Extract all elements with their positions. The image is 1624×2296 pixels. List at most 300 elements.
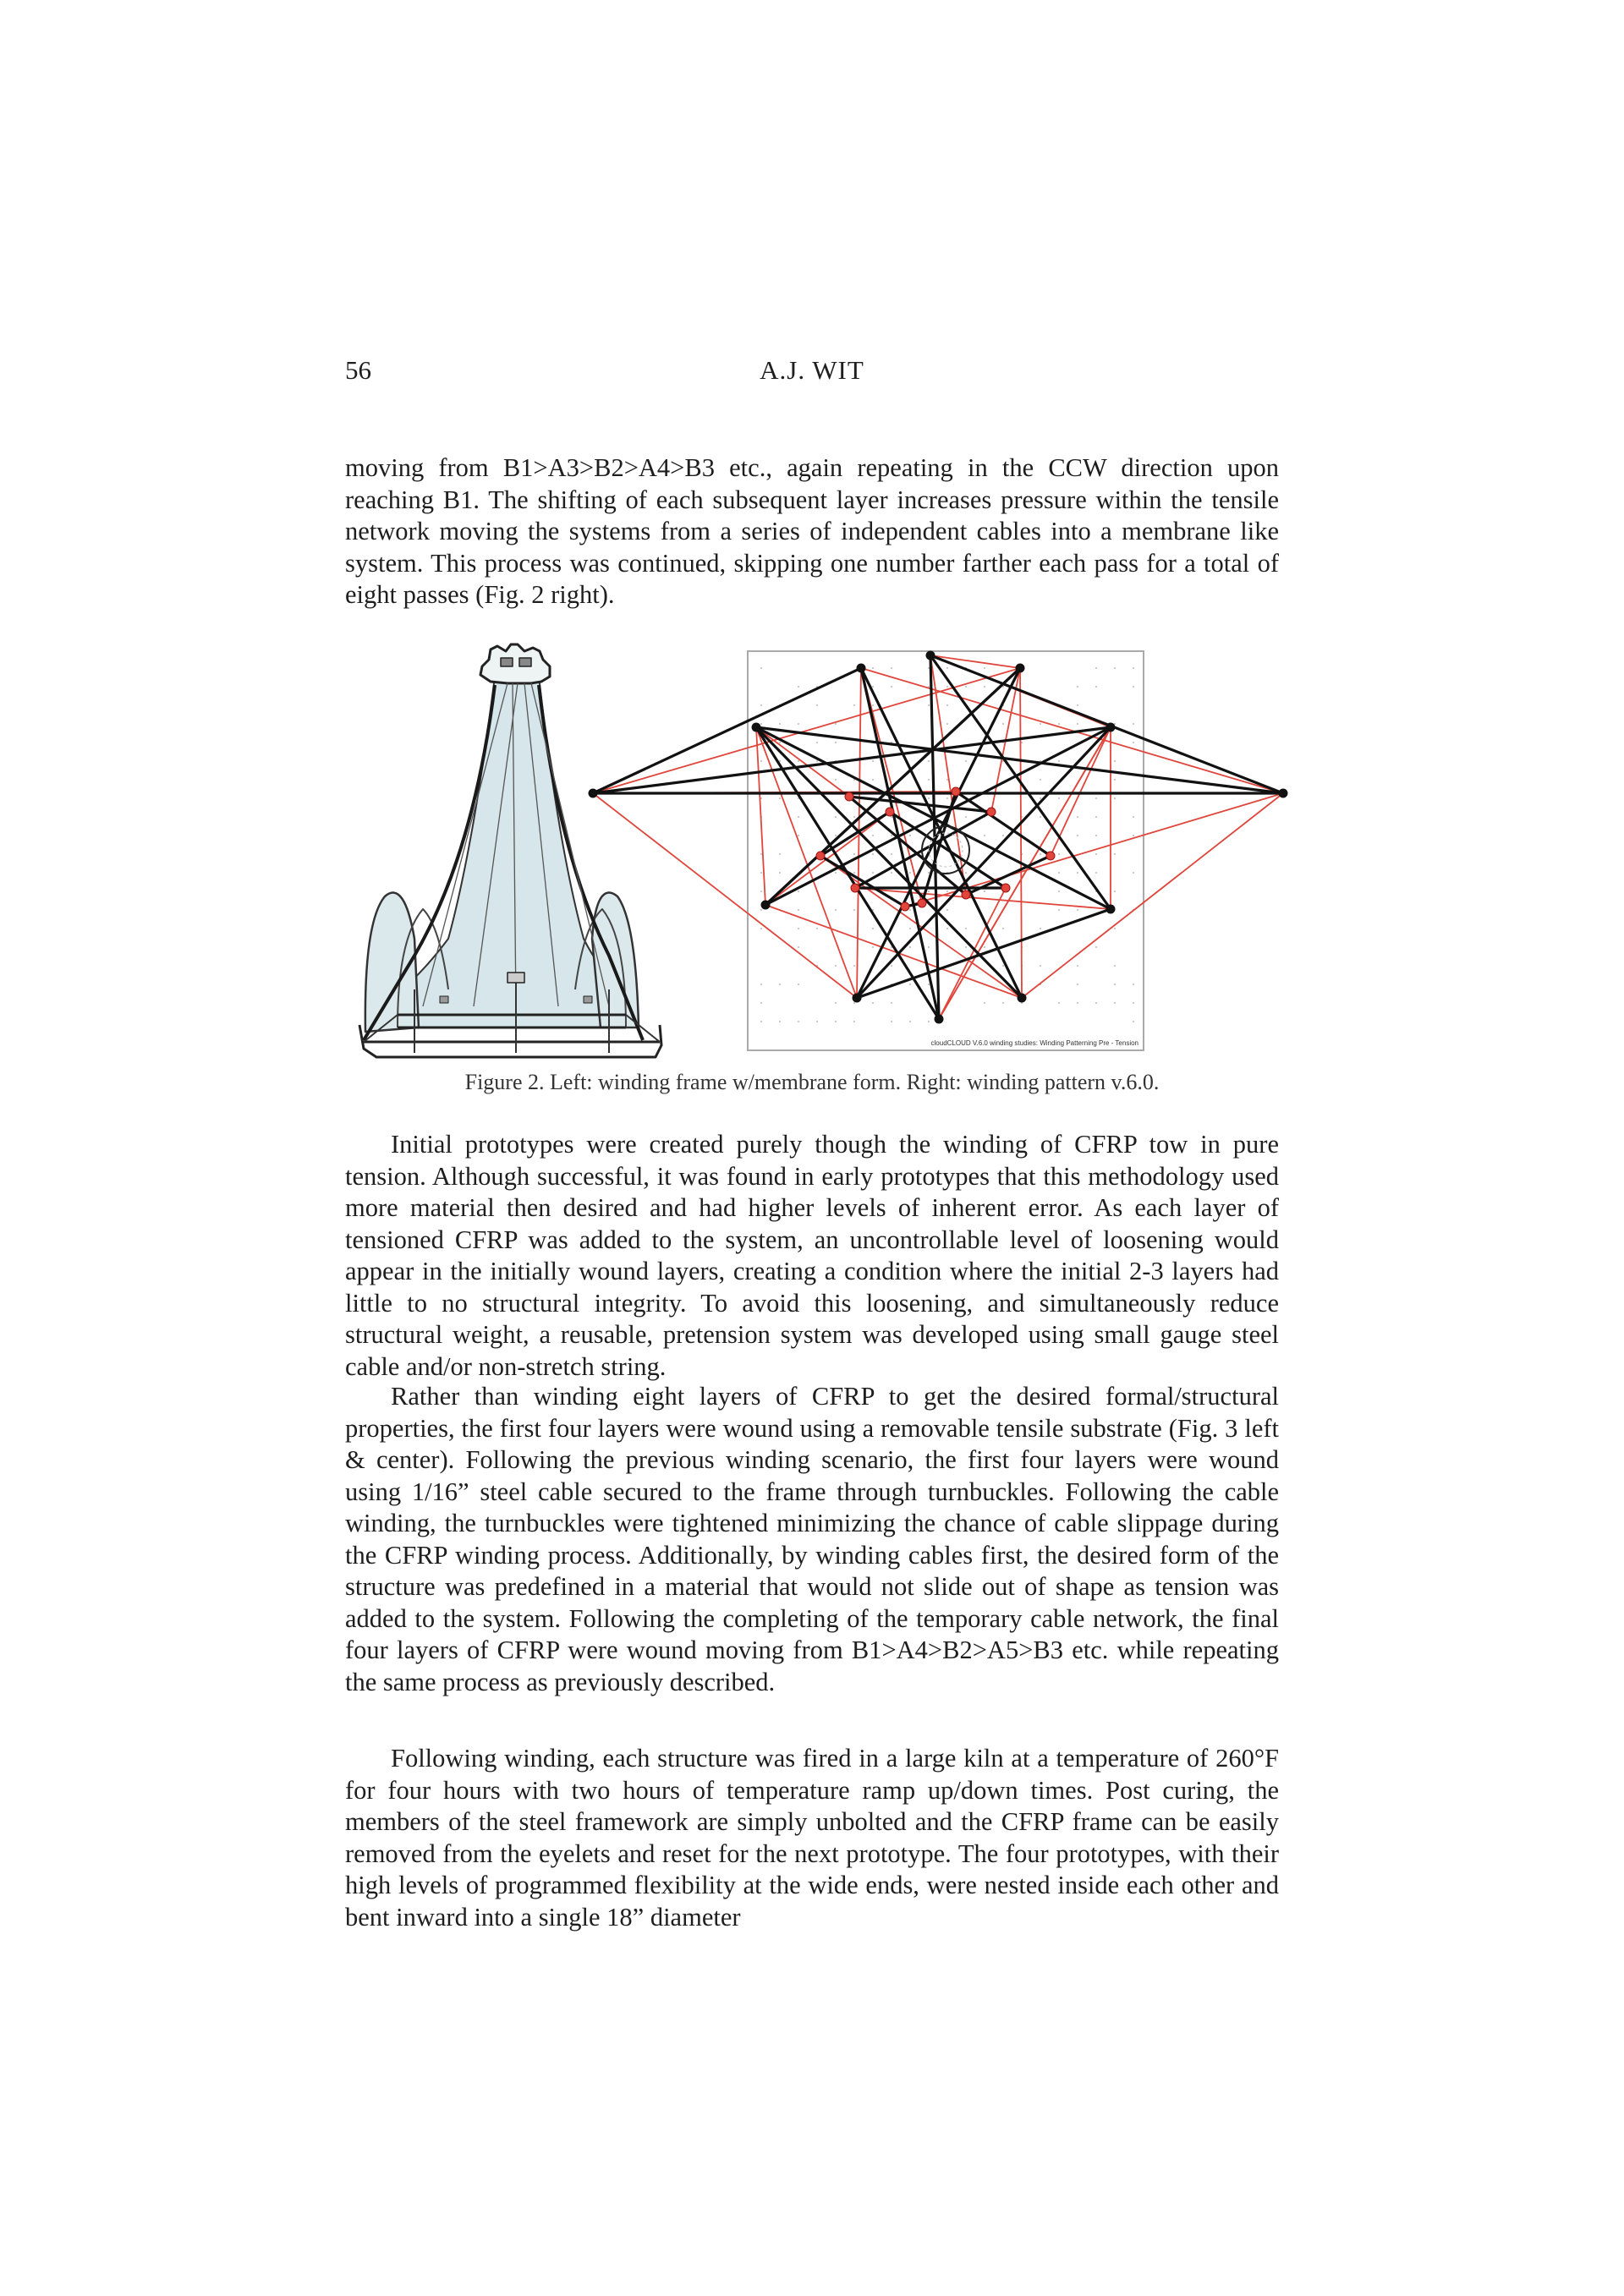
winding-line-red bbox=[756, 727, 857, 998]
grid-dot bbox=[760, 797, 762, 799]
grid-dot bbox=[872, 686, 874, 688]
grid-dot bbox=[872, 946, 874, 948]
grid-dot bbox=[1114, 1002, 1116, 1004]
grid-dot bbox=[798, 816, 799, 818]
winding-line-red bbox=[756, 727, 765, 905]
grid-dot bbox=[1058, 723, 1060, 725]
winding-line bbox=[861, 668, 1022, 998]
grid-dot bbox=[1040, 872, 1041, 874]
winding-line bbox=[849, 797, 991, 812]
base-supports bbox=[364, 981, 660, 1053]
winding-line-red bbox=[861, 668, 1283, 793]
grid-dot bbox=[1077, 1002, 1078, 1004]
grid-dot bbox=[1133, 1002, 1134, 1004]
grid-dot bbox=[928, 704, 930, 706]
grid-dot bbox=[946, 835, 948, 836]
grid-dot bbox=[779, 890, 781, 892]
anchor-node bbox=[935, 1015, 944, 1024]
grid-dot bbox=[909, 984, 911, 985]
winding-line-red bbox=[861, 668, 922, 903]
grid-dot bbox=[891, 872, 892, 874]
winding-line bbox=[857, 668, 1020, 998]
grid-dot bbox=[891, 1021, 892, 1022]
grid-dot bbox=[928, 890, 930, 892]
grid-dot bbox=[965, 890, 967, 892]
winding-line bbox=[765, 668, 1020, 905]
left-arch-inner bbox=[398, 909, 448, 1027]
grid-dot bbox=[984, 1002, 985, 1004]
winding-line-red bbox=[593, 793, 857, 998]
grid-dot bbox=[1021, 1002, 1023, 1004]
grid-dot bbox=[946, 704, 948, 706]
grid-dot bbox=[984, 667, 985, 669]
grid-dot bbox=[872, 909, 874, 911]
grid-dot bbox=[835, 742, 837, 743]
grid-dot bbox=[1077, 816, 1078, 818]
grid-dot bbox=[760, 928, 762, 929]
page-header bbox=[345, 355, 1279, 389]
winding-line-red bbox=[939, 727, 1111, 1019]
grid-dot bbox=[779, 853, 781, 855]
winding-line bbox=[855, 812, 991, 888]
grid-dot bbox=[1021, 984, 1023, 985]
figure-caption: Figure 2. Left: winding frame w/membrane form. Right: winding pattern v.6.0. bbox=[464, 1070, 1160, 1094]
grid-dot bbox=[835, 1021, 837, 1022]
paragraph-4: Following winding, each structure was fired in a large kiln at a temperature of 260°F for four hours with two hours of temperature ramp up/down times. Post curing, the members of the steel framework are simply unbolted and the CFRP frame can be easily removed from the eyelets and reset for the next prototype. The four prototypes, with their high levels of programmed flexibility at the wide ends, were nested inside each other and bent inward into a single 18” diameter bbox=[345, 1744, 1279, 1932]
grid-dot bbox=[946, 723, 948, 725]
grid-dot bbox=[965, 946, 967, 948]
grid-dot bbox=[872, 965, 874, 967]
grid-dot bbox=[835, 760, 837, 762]
grid-dot bbox=[1040, 760, 1041, 762]
grid-dot bbox=[853, 853, 855, 855]
winding-line-red bbox=[1020, 668, 1022, 998]
grid-dot bbox=[1058, 797, 1060, 799]
grid-dot bbox=[965, 928, 967, 929]
grid-dot bbox=[1040, 984, 1041, 985]
grid-dot bbox=[872, 928, 874, 929]
winding-line-red bbox=[991, 668, 1020, 812]
grid-dot bbox=[760, 853, 762, 855]
base-frame bbox=[359, 1015, 661, 1057]
grid-dot bbox=[1040, 928, 1041, 929]
grid-dot bbox=[853, 909, 855, 911]
grid-dot bbox=[1077, 686, 1078, 688]
grid-dot bbox=[891, 853, 892, 855]
grid-dot bbox=[965, 872, 967, 874]
grid-dot bbox=[798, 723, 799, 725]
inner-cables bbox=[423, 683, 609, 1006]
paragraph-1: moving from B1>A3>B2>A4>B3 etc., again repeating in the CCW direction upon reaching B1. The shifting of each subsequent layer increases pressure within the tensile network moving the systems from a series of independent cables into a membrane like system. This process was continued, skipping one number farther each pass for a total of eight passes (Fig. 2 right). bbox=[345, 453, 1279, 609]
grid-dot bbox=[1133, 1021, 1134, 1022]
grid-dot bbox=[1114, 890, 1116, 892]
grid-dot bbox=[835, 909, 837, 911]
grid-dot bbox=[1058, 1002, 1060, 1004]
grid-dot bbox=[853, 1021, 855, 1022]
grid-dot bbox=[798, 928, 799, 929]
anchor-node bbox=[1018, 994, 1027, 1003]
right-arch bbox=[592, 893, 639, 1027]
grid-dot bbox=[798, 760, 799, 762]
grid-dot bbox=[779, 984, 781, 985]
grid-dot bbox=[760, 816, 762, 818]
winding-line bbox=[756, 727, 1283, 793]
anchor-node bbox=[752, 723, 761, 732]
grid-dot bbox=[965, 965, 967, 967]
grid-dot bbox=[779, 742, 781, 743]
grid-dot bbox=[1133, 667, 1134, 669]
grid-dot bbox=[835, 779, 837, 781]
grid-dot bbox=[1133, 872, 1134, 874]
grid-dot bbox=[946, 890, 948, 892]
winding-line bbox=[956, 792, 1051, 856]
winding-line bbox=[765, 727, 1111, 905]
winding-line bbox=[857, 909, 1111, 998]
anchor-node bbox=[1106, 723, 1116, 732]
black-winding-lines bbox=[593, 655, 1283, 1019]
grid-dot bbox=[760, 760, 762, 762]
grid-dot bbox=[965, 686, 967, 688]
grid-dot bbox=[1040, 853, 1041, 855]
grid-dot bbox=[984, 946, 985, 948]
grid-dot bbox=[1133, 909, 1134, 911]
grid-dot bbox=[928, 872, 930, 874]
grid-dot bbox=[1114, 928, 1116, 929]
anchor-node bbox=[1106, 905, 1116, 914]
page-number: 56 bbox=[345, 355, 371, 385]
winding-pattern-diagram bbox=[589, 651, 1288, 1051]
grid-dot bbox=[965, 816, 967, 818]
red-node bbox=[851, 884, 859, 892]
grid-dot bbox=[872, 835, 874, 836]
grid-dot bbox=[928, 686, 930, 688]
red-node bbox=[886, 808, 894, 816]
grid-dot bbox=[909, 835, 911, 836]
grid-dot bbox=[779, 872, 781, 874]
grid-dot bbox=[835, 835, 837, 836]
grid-dot bbox=[1058, 853, 1060, 855]
grid-dot bbox=[1002, 686, 1004, 688]
pattern-border bbox=[748, 651, 1144, 1050]
grid-dot bbox=[1058, 909, 1060, 911]
winding-frame-illustration bbox=[359, 644, 661, 1057]
grid-dot bbox=[1114, 853, 1116, 855]
grid-dot bbox=[1077, 965, 1078, 967]
grid-dot bbox=[928, 797, 930, 799]
grid-dot bbox=[1058, 704, 1060, 706]
grid-dot bbox=[760, 984, 762, 985]
winding-line bbox=[593, 727, 1111, 793]
grid-dots bbox=[760, 667, 1134, 1022]
grid-dot bbox=[1021, 835, 1023, 836]
red-node bbox=[962, 890, 970, 899]
grid-dot bbox=[872, 704, 874, 706]
grid-dot bbox=[1114, 965, 1116, 967]
center-ring bbox=[922, 826, 969, 874]
grid-dot bbox=[1077, 984, 1078, 985]
grid-dot bbox=[816, 704, 818, 706]
winding-line bbox=[756, 727, 939, 1019]
anchor-node bbox=[926, 651, 935, 660]
winding-line-red bbox=[756, 727, 849, 797]
red-node bbox=[918, 899, 926, 907]
anchor-node bbox=[857, 664, 866, 673]
red-node bbox=[952, 787, 960, 796]
grid-dot bbox=[1077, 723, 1078, 725]
grid-dot bbox=[965, 797, 967, 799]
grid-dot bbox=[1133, 835, 1134, 836]
grid-dot bbox=[816, 965, 818, 967]
grid-dot bbox=[1040, 723, 1041, 725]
grid-dot bbox=[965, 667, 967, 669]
grid-dot bbox=[816, 760, 818, 762]
grid-dot bbox=[779, 723, 781, 725]
anchor-node bbox=[853, 994, 862, 1003]
grid-dot bbox=[1114, 760, 1116, 762]
grid-dot bbox=[798, 797, 799, 799]
winding-line-red bbox=[857, 668, 861, 998]
grid-dot bbox=[1095, 835, 1097, 836]
grid-dot bbox=[909, 928, 911, 929]
figure-credit: cloudCLOUD V.6.0 winding studies: Winding Patterning Pre - Tension bbox=[930, 1039, 1138, 1047]
winding-line-red bbox=[765, 812, 890, 905]
grid-dot bbox=[1133, 723, 1134, 725]
grid-dot bbox=[1077, 909, 1078, 911]
winding-line bbox=[890, 812, 1006, 888]
grid-dot bbox=[946, 872, 948, 874]
grid-dot bbox=[760, 704, 762, 706]
grid-dot bbox=[909, 1021, 911, 1022]
grid-dot bbox=[872, 1002, 874, 1004]
grid-dot bbox=[1095, 872, 1097, 874]
grid-dot bbox=[798, 1021, 799, 1022]
grid-dot bbox=[928, 667, 930, 669]
winding-line-red bbox=[1022, 793, 1283, 998]
winding-line-red bbox=[756, 727, 1111, 909]
grid-dot bbox=[1133, 686, 1134, 688]
grid-dot bbox=[1077, 835, 1078, 836]
grid-dot bbox=[1002, 853, 1004, 855]
winding-line-red bbox=[930, 655, 1111, 727]
grid-dot bbox=[798, 686, 799, 688]
grid-dot bbox=[1021, 667, 1023, 669]
grid-dot bbox=[779, 797, 781, 799]
paragraph-3: Rather than winding eight layers of CFRP to get the desired formal/structural properties, the first four layers were wound using a removable tensile substrate (Fig. 3 left & center). Following the previous winding scenario, the first four layers were wound using 1/16” steel cable secured to the frame through turnbuckles. Following the cable winding, the turnbuckles were tightened minimizing the chance of cable slippage during the CFRP winding process. Additionally, by winding cables first, the desired form of the structure was predefined in a material that would not slide out of shape as tension was added to the system. Following the completing of the temporary cable network, the final four layers of CFRP were wound moving from B1>A4>B2>A5>B3 etc. while repeating the same process as previously described. bbox=[345, 1382, 1279, 1696]
grid-dot bbox=[872, 742, 874, 743]
red-node bbox=[816, 852, 825, 860]
winding-line bbox=[765, 668, 1020, 905]
grid-dot bbox=[779, 760, 781, 762]
grid-dot bbox=[1040, 779, 1041, 781]
grid-dot bbox=[798, 984, 799, 985]
grid-dot bbox=[760, 1021, 762, 1022]
grid-dot bbox=[1077, 704, 1078, 706]
grid-dot bbox=[984, 984, 985, 985]
grid-dot bbox=[1077, 890, 1078, 892]
grid-dot bbox=[909, 872, 911, 874]
grid-dot bbox=[984, 835, 985, 836]
grid-dot bbox=[779, 704, 781, 706]
grid-dot bbox=[891, 667, 892, 669]
grid-dot bbox=[798, 909, 799, 911]
grid-dot bbox=[909, 890, 911, 892]
grid-dot bbox=[928, 835, 930, 836]
winding-line bbox=[861, 668, 939, 1019]
grid-dot bbox=[853, 872, 855, 874]
grid-dot bbox=[835, 1002, 837, 1004]
anchor-nodes bbox=[589, 651, 1288, 1024]
grid-dot bbox=[798, 890, 799, 892]
grid-dot bbox=[835, 853, 837, 855]
tower-crown bbox=[480, 644, 550, 683]
grid-dot bbox=[1002, 723, 1004, 725]
winding-line bbox=[756, 727, 1022, 998]
red-node bbox=[845, 792, 853, 801]
winding-line-red bbox=[765, 905, 1022, 998]
grid-dot bbox=[909, 909, 911, 911]
grid-dot bbox=[891, 797, 892, 799]
tower-outline bbox=[364, 685, 643, 1040]
grid-dot bbox=[946, 909, 948, 911]
winding-line bbox=[820, 856, 905, 907]
grid-dot bbox=[1133, 816, 1134, 818]
grid-dot bbox=[853, 704, 855, 706]
grid-dot bbox=[891, 835, 892, 836]
membrane-form bbox=[398, 677, 626, 1027]
grid-dot bbox=[1002, 760, 1004, 762]
red-node bbox=[901, 902, 909, 911]
grid-dot bbox=[798, 946, 799, 948]
grid-dot bbox=[946, 779, 948, 781]
grid-dot bbox=[1077, 872, 1078, 874]
grid-dot bbox=[928, 853, 930, 855]
grid-dot bbox=[1095, 853, 1097, 855]
winding-line-red bbox=[905, 793, 1283, 907]
grid-dot bbox=[779, 909, 781, 911]
grid-dot bbox=[1114, 984, 1116, 985]
red-node bbox=[987, 808, 996, 816]
grid-dot bbox=[1058, 890, 1060, 892]
grid-dot bbox=[1002, 704, 1004, 706]
red-winding-lines bbox=[593, 655, 1283, 1019]
grid-dot bbox=[946, 928, 948, 929]
winding-line bbox=[966, 856, 1051, 895]
grid-dot bbox=[1021, 965, 1023, 967]
grid-dot bbox=[760, 872, 762, 874]
grid-dot bbox=[1114, 797, 1116, 799]
grid-dot bbox=[1114, 667, 1116, 669]
grid-dot bbox=[760, 890, 762, 892]
grid-dot bbox=[1095, 1002, 1097, 1004]
winding-line-red bbox=[930, 655, 1020, 668]
center-ring-inner bbox=[929, 833, 963, 867]
winding-line bbox=[905, 903, 922, 907]
grid-dot bbox=[928, 779, 930, 781]
grid-dot bbox=[891, 984, 892, 985]
grid-dot bbox=[872, 853, 874, 855]
grid-dot bbox=[1002, 1002, 1004, 1004]
grid-dot bbox=[928, 946, 930, 948]
grid-dot bbox=[1021, 742, 1023, 743]
grid-dot bbox=[872, 872, 874, 874]
grid-dot bbox=[1021, 816, 1023, 818]
grid-dot bbox=[1095, 946, 1097, 948]
grid-dot bbox=[946, 797, 948, 799]
grid-dot bbox=[853, 816, 855, 818]
anchor-node bbox=[589, 789, 598, 798]
grid-dot bbox=[965, 760, 967, 762]
grid-dot bbox=[891, 686, 892, 688]
anchor-node bbox=[1016, 664, 1025, 673]
winding-line-red bbox=[861, 668, 939, 1019]
running-head: A.J. WIT bbox=[760, 355, 864, 385]
grid-dot bbox=[1095, 816, 1097, 818]
grid-dot bbox=[872, 760, 874, 762]
grid-dot bbox=[909, 946, 911, 948]
grid-dot bbox=[965, 704, 967, 706]
winding-line bbox=[930, 655, 1283, 793]
winding-line bbox=[756, 727, 1111, 909]
grid-dot bbox=[928, 760, 930, 762]
grid-dot bbox=[872, 667, 874, 669]
red-node bbox=[1001, 884, 1010, 892]
grid-dot bbox=[1002, 835, 1004, 836]
red-nodes bbox=[816, 787, 1055, 911]
winding-line-red bbox=[593, 792, 956, 793]
grid-dot bbox=[816, 1021, 818, 1022]
anchor-node bbox=[761, 901, 771, 910]
grid-dot bbox=[1114, 779, 1116, 781]
winding-line-red bbox=[939, 888, 1006, 1019]
grid-dot bbox=[779, 1021, 781, 1022]
grid-dot bbox=[891, 816, 892, 818]
grid-dot bbox=[891, 1002, 892, 1004]
paragraph-2: Initial prototypes were created purely though the winding of CFRP tow in pure tension. Although successful, it was found in early prototypes that this methodology used more material then desired and had higher levels of inherent error. As each layer of tensioned CFRP was added to the system, an uncontrollable level of loosening would appear in the initially wound layers, creating a condition where the initial 2-3 layers had little to no structural integrity. To avoid this loosening, and simultaneously reduce structural weight, a reusable, pretension system was developed using small gauge steel cable and/or non-stretch string. bbox=[345, 1130, 1279, 1381]
grid-dot bbox=[1040, 965, 1041, 967]
grid-dot bbox=[1133, 742, 1134, 743]
grid-dot bbox=[1040, 797, 1041, 799]
grid-dot bbox=[798, 835, 799, 836]
grid-dot bbox=[984, 816, 985, 818]
grid-dot bbox=[1095, 890, 1097, 892]
grid-dot bbox=[946, 965, 948, 967]
grid-dot bbox=[928, 984, 930, 985]
winding-line bbox=[930, 655, 1111, 909]
grid-dot bbox=[835, 723, 837, 725]
grid-dot bbox=[984, 742, 985, 743]
grid-dot bbox=[891, 946, 892, 948]
grid-dot bbox=[1002, 928, 1004, 929]
grid-dot bbox=[853, 965, 855, 967]
grid-dot bbox=[891, 965, 892, 967]
grid-dot bbox=[1095, 797, 1097, 799]
grid-dot bbox=[853, 1002, 855, 1004]
grid-dot bbox=[928, 1021, 930, 1022]
winding-line bbox=[857, 727, 1111, 998]
grid-dot bbox=[1002, 965, 1004, 967]
grid-dot bbox=[946, 667, 948, 669]
grid-dot bbox=[816, 742, 818, 743]
winding-line bbox=[930, 655, 939, 1019]
red-node bbox=[1046, 852, 1055, 860]
left-arch bbox=[365, 893, 419, 1032]
grid-dot bbox=[1021, 853, 1023, 855]
grid-dot bbox=[1114, 723, 1116, 725]
winding-line-red bbox=[930, 655, 966, 895]
winding-line-red bbox=[1051, 727, 1111, 856]
grid-dot bbox=[1095, 667, 1097, 669]
winding-line-red bbox=[593, 668, 1020, 793]
